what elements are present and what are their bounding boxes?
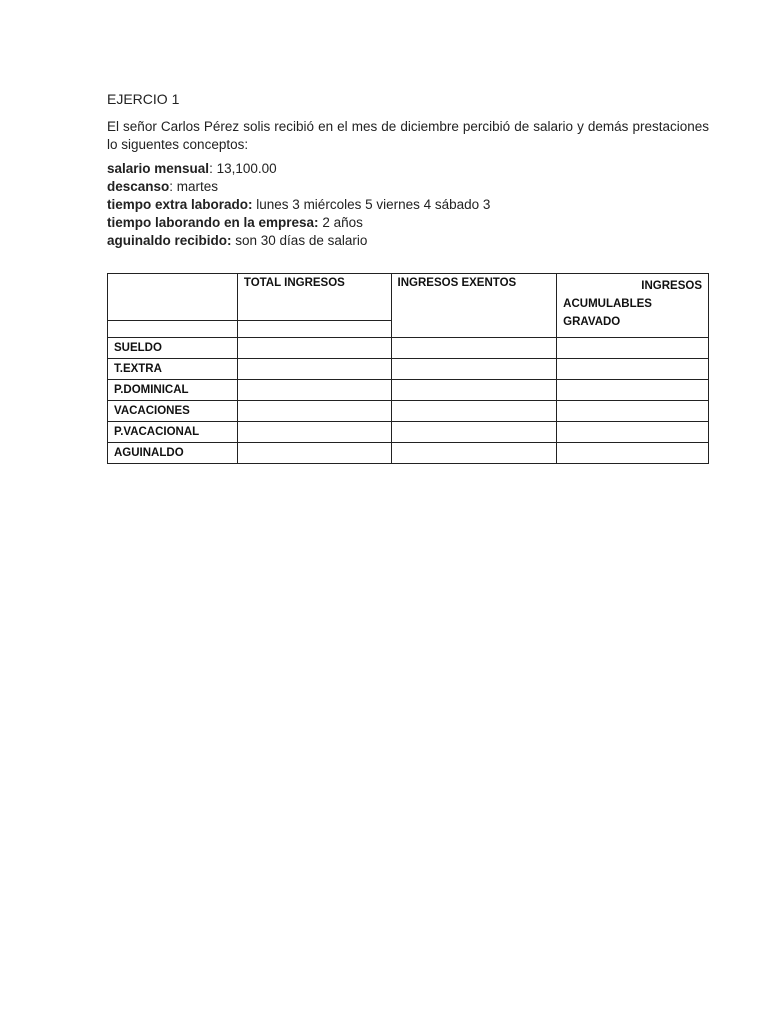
table-row bbox=[108, 443, 709, 464]
table-cell bbox=[391, 401, 557, 422]
fact-label: descanso bbox=[107, 179, 170, 194]
exercise-heading: EJERCIO 1 bbox=[107, 91, 180, 107]
header-ingresos-gravado bbox=[557, 274, 709, 338]
table-cell bbox=[237, 401, 391, 422]
row-label-p-dominical: P.DOMINICAL bbox=[108, 380, 238, 401]
header-gravado-line2: ACUMULABLES bbox=[563, 298, 652, 310]
header-empty-cell bbox=[108, 274, 238, 321]
fact-value: 2 años bbox=[318, 215, 363, 230]
fact-value: son 30 días de salario bbox=[231, 233, 368, 248]
table-cell bbox=[391, 422, 557, 443]
fact-antiguedad bbox=[107, 214, 709, 232]
row-label-aguinaldo: AGUINALDO bbox=[108, 443, 238, 464]
fact-label: tiempo laborando en la empresa: bbox=[107, 215, 319, 230]
table-cell bbox=[557, 338, 709, 359]
table-header-row bbox=[108, 274, 709, 321]
row-label-t-extra: T.EXTRA bbox=[108, 359, 238, 380]
table-cell bbox=[391, 443, 557, 464]
table-cell bbox=[557, 443, 709, 464]
row-label-vacaciones: VACACIONES bbox=[108, 401, 238, 422]
fact-salario bbox=[107, 160, 709, 178]
table-row bbox=[108, 338, 709, 359]
fact-value: : 13,100.00 bbox=[209, 161, 277, 176]
header-gravado-line1: INGRESOS bbox=[641, 280, 702, 292]
table-cell bbox=[557, 359, 709, 380]
table-cell bbox=[391, 380, 557, 401]
table-cell bbox=[108, 321, 238, 338]
fact-tiempo-extra bbox=[107, 196, 709, 214]
table-cell bbox=[237, 443, 391, 464]
header-ingresos-exentos: INGRESOS EXENTOS bbox=[391, 274, 557, 338]
table-row bbox=[108, 401, 709, 422]
table-row bbox=[108, 380, 709, 401]
row-label-p-vacacional: P.VACACIONAL bbox=[108, 422, 238, 443]
row-label-sueldo: SUELDO bbox=[108, 338, 238, 359]
header-total-ingresos: TOTAL INGRESOS bbox=[237, 274, 391, 321]
table-cell bbox=[237, 321, 391, 338]
exercise-statement: El señor Carlos Pérez solis recibió en el mes de diciembre percibió de salario y demás prestaciones lo siguentes conceptos: bbox=[107, 119, 709, 152]
fact-label: tiempo extra laborado: bbox=[107, 197, 253, 212]
table-cell bbox=[557, 380, 709, 401]
table-cell bbox=[391, 338, 557, 359]
table-cell bbox=[557, 422, 709, 443]
table-cell bbox=[237, 422, 391, 443]
table-cell bbox=[391, 359, 557, 380]
fact-value: lunes 3 miércoles 5 viernes 4 sábado 3 bbox=[252, 197, 491, 212]
fact-aguinaldo bbox=[107, 232, 709, 250]
facts-list bbox=[107, 160, 709, 250]
table-cell bbox=[237, 359, 391, 380]
fact-label: salario mensual bbox=[107, 161, 210, 176]
table-cell bbox=[237, 380, 391, 401]
table-row bbox=[108, 359, 709, 380]
table-cell bbox=[237, 338, 391, 359]
document-body bbox=[107, 90, 709, 250]
table-cell bbox=[557, 401, 709, 422]
income-table bbox=[107, 273, 709, 464]
fact-descanso bbox=[107, 178, 709, 196]
fact-value: : martes bbox=[169, 179, 219, 194]
fact-label: aguinaldo recibido: bbox=[107, 233, 232, 248]
header-gravado-line3: GRAVADO bbox=[563, 316, 621, 328]
table-row bbox=[108, 422, 709, 443]
